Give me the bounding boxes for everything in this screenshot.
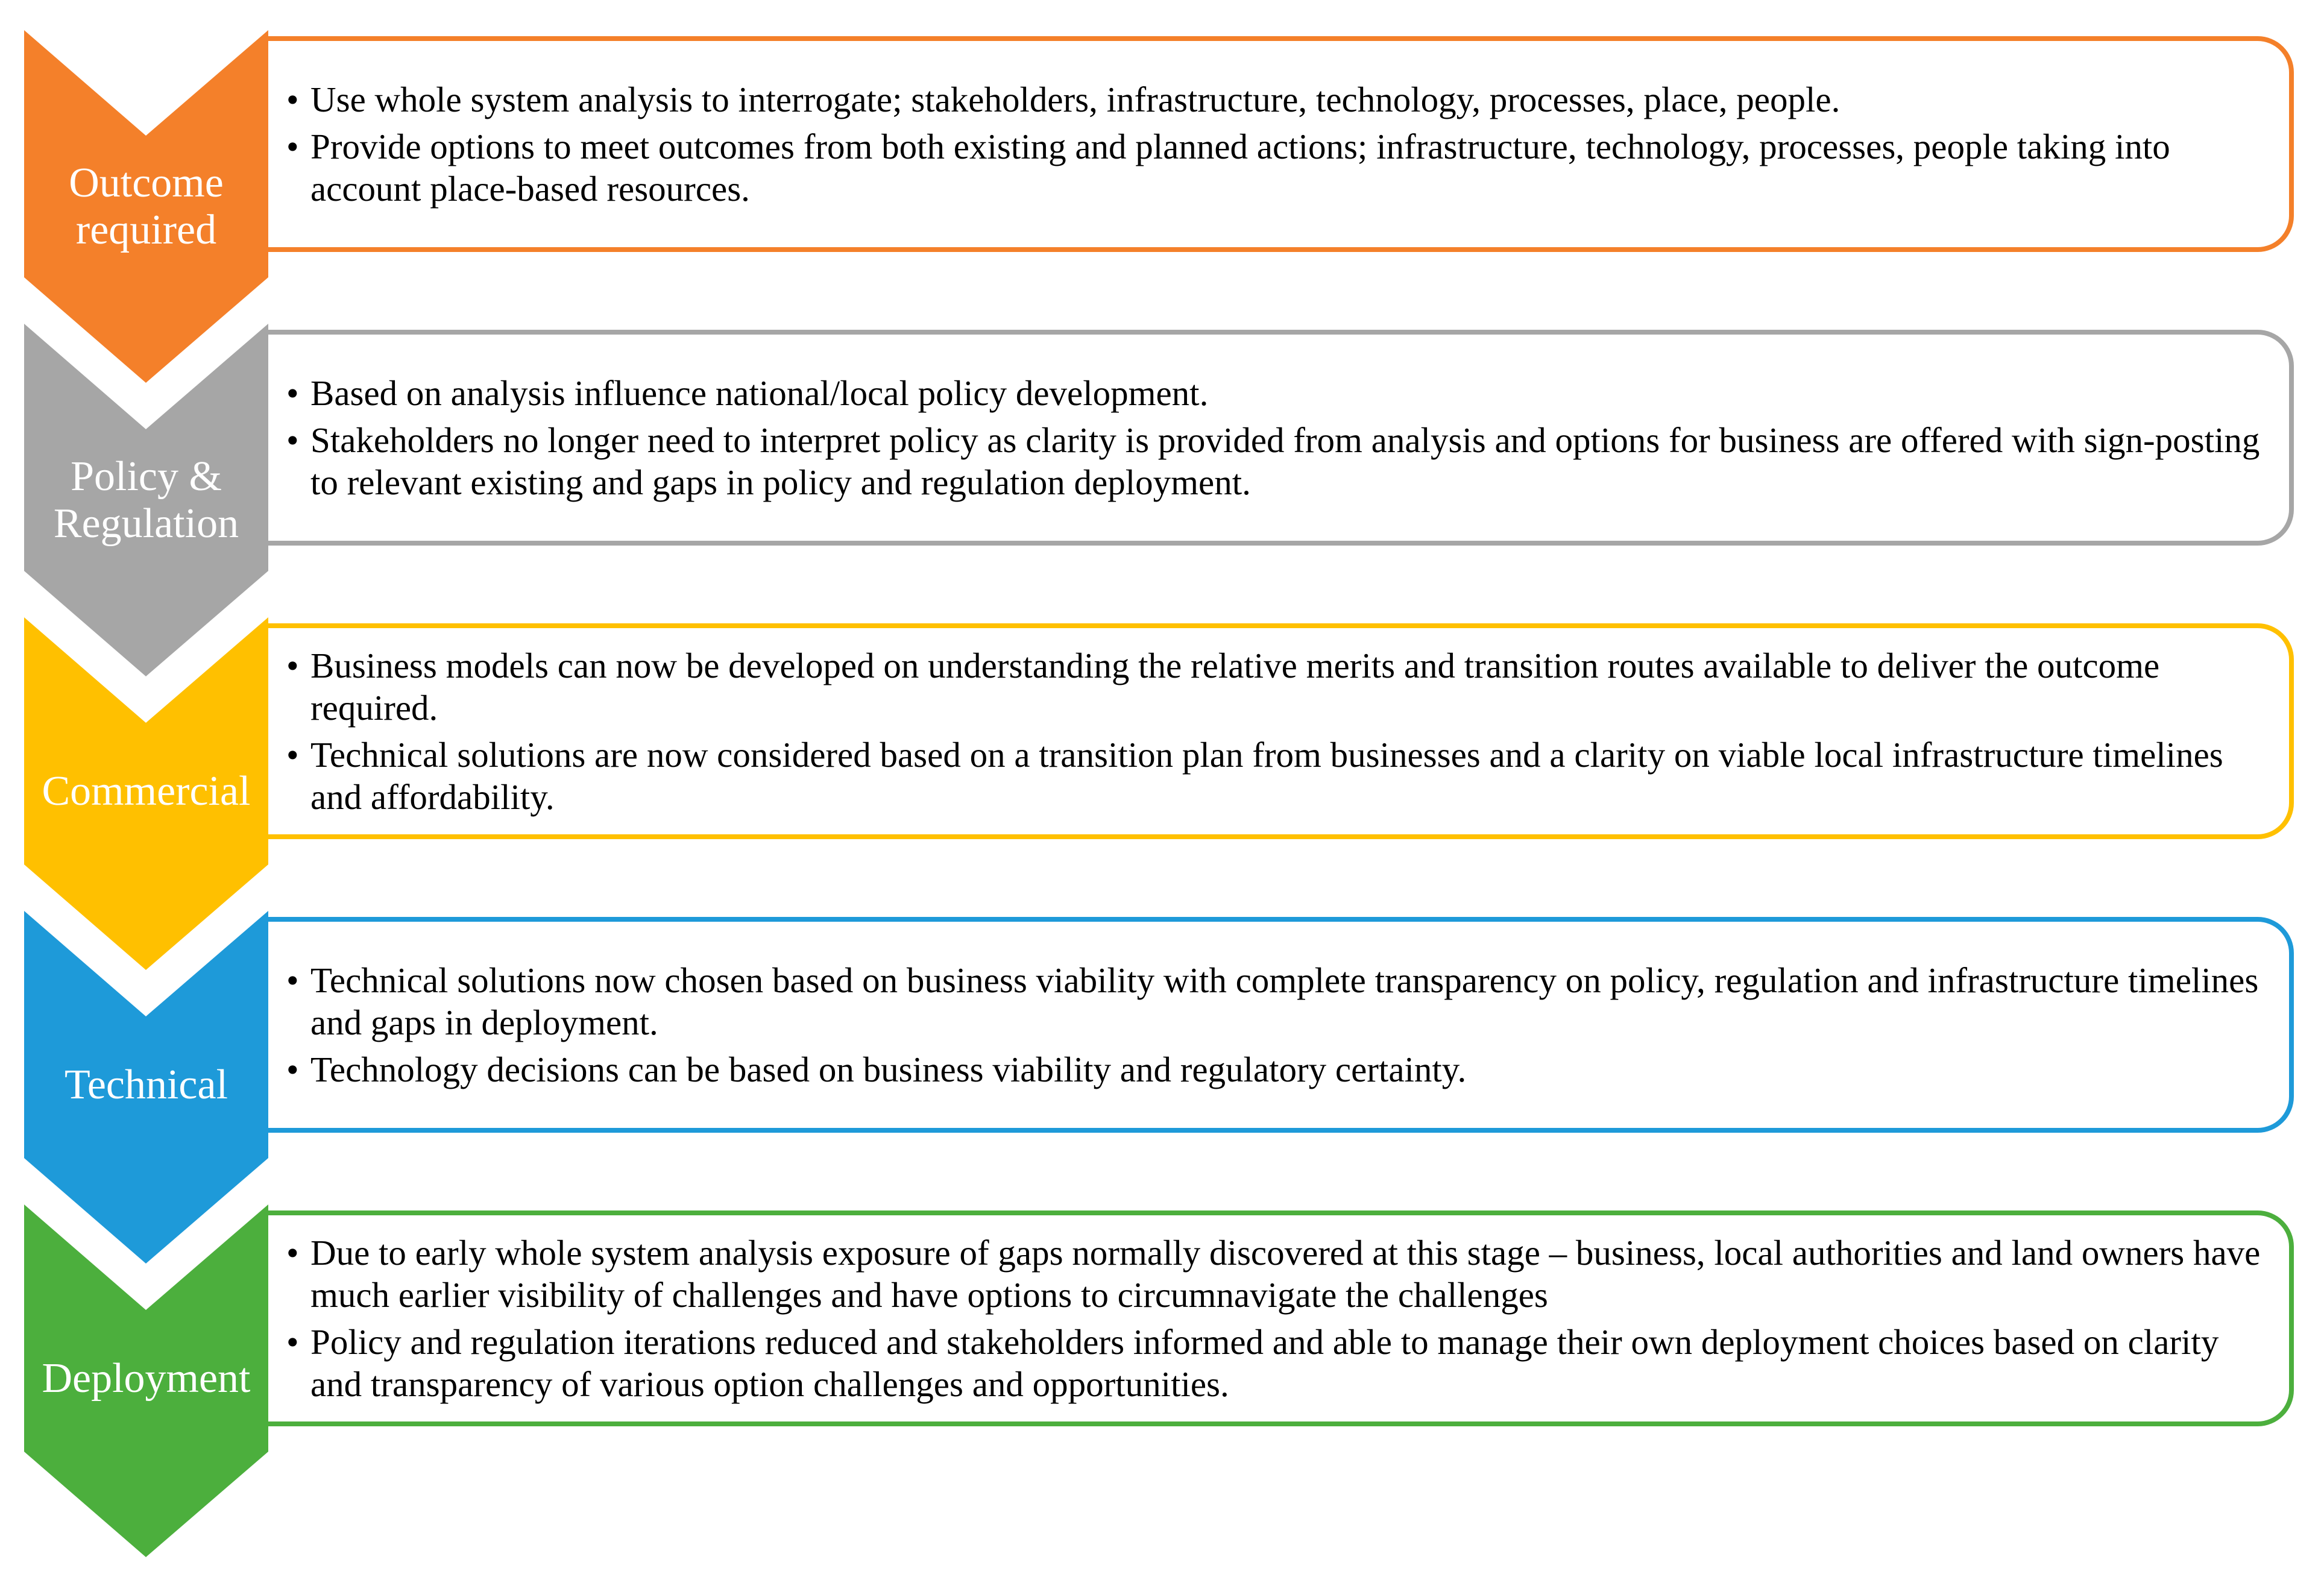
stage-label-line1: Policy & xyxy=(71,453,222,500)
bullet-list xyxy=(286,1215,2265,1421)
stage-label xyxy=(24,160,268,254)
stage-label xyxy=(24,453,268,547)
list-item xyxy=(286,419,2265,503)
bullet-text: Use whole system analysis to interrogate; stakeholders, infrastructure, technology, processes, place, people. xyxy=(310,80,1841,119)
list-item xyxy=(286,644,2265,729)
bullet-text: Due to early whole system analysis exposure of gaps normally discovered at this stage – business, local authorities and land owners have much earlier visibility of challenges and have options to circumnavigate the challenges xyxy=(310,1233,2261,1315)
stage-label-line1: Outcome xyxy=(69,160,224,206)
stage-label-line1: Technical xyxy=(64,1062,228,1108)
bullet-icon: • xyxy=(286,127,299,166)
box-commercial xyxy=(268,623,2294,839)
stage-label-line2: Regulation xyxy=(53,500,239,547)
bullet-list xyxy=(286,41,2265,247)
bullet-icon: • xyxy=(286,735,299,775)
stage-label-line1: Deployment xyxy=(42,1355,251,1402)
list-item xyxy=(286,1232,2265,1316)
list-item xyxy=(286,372,2265,414)
bullet-text: Provide options to meet outcomes from both existing and planned actions; infrastructure, technology, processes, people taking into account place-based resources. xyxy=(310,127,2170,209)
bullet-text: Stakeholders no longer need to interpret policy as clarity is provided from analysis and options for business are offered with sign-posting to relevant existing and gaps in policy and regulation deployment. xyxy=(310,420,2260,502)
box-outcome-required xyxy=(268,36,2294,252)
bullet-text: Technical solutions now chosen based on business viability with complete transparency on policy, regulation and infrastructure timelines and gaps in deployment. xyxy=(310,960,2259,1042)
stage-label-line2: required xyxy=(75,207,217,253)
bullet-icon: • xyxy=(286,1050,299,1089)
bullet-icon: • xyxy=(286,420,299,460)
box-technical xyxy=(268,917,2294,1133)
list-item xyxy=(286,959,2265,1044)
bullet-text: Based on analysis influence national/local policy development. xyxy=(310,373,1209,413)
stage-label xyxy=(24,1355,268,1402)
bullet-icon: • xyxy=(286,1322,299,1362)
list-item xyxy=(286,1048,2265,1091)
bullet-text: Business models can now be developed on understanding the relative merits and transition routes available to deliver the outcome required. xyxy=(310,646,2160,728)
list-item xyxy=(286,125,2265,210)
bullet-list xyxy=(286,922,2265,1128)
bullet-icon: • xyxy=(286,373,299,413)
bullet-icon: • xyxy=(286,960,299,1000)
list-item xyxy=(286,78,2265,121)
bullet-icon: • xyxy=(286,646,299,685)
box-policy-regulation xyxy=(268,330,2294,546)
bullet-text: Policy and regulation iterations reduced and stakeholders informed and able to manage their own deployment choices based on clarity and transparency of various option challenges and opportunities. xyxy=(310,1322,2219,1404)
bullet-text: Technical solutions are now considered based on a transition plan from businesses and a clarity on viable local infrastructure timelines and affordability. xyxy=(310,735,2223,817)
stage-label xyxy=(24,1062,268,1109)
bullet-icon: • xyxy=(286,80,299,119)
list-item xyxy=(286,1321,2265,1405)
stage-label-line1: Commercial xyxy=(42,768,251,814)
bullet-list xyxy=(286,335,2265,541)
chevron-deployment xyxy=(24,1204,268,1557)
stage-label xyxy=(24,768,268,815)
box-deployment xyxy=(268,1210,2294,1426)
list-item xyxy=(286,734,2265,818)
bullet-icon: • xyxy=(286,1233,299,1273)
bullet-list xyxy=(286,628,2265,834)
bullet-text: Technology decisions can be based on business viability and regulatory certainty. xyxy=(310,1050,1467,1089)
